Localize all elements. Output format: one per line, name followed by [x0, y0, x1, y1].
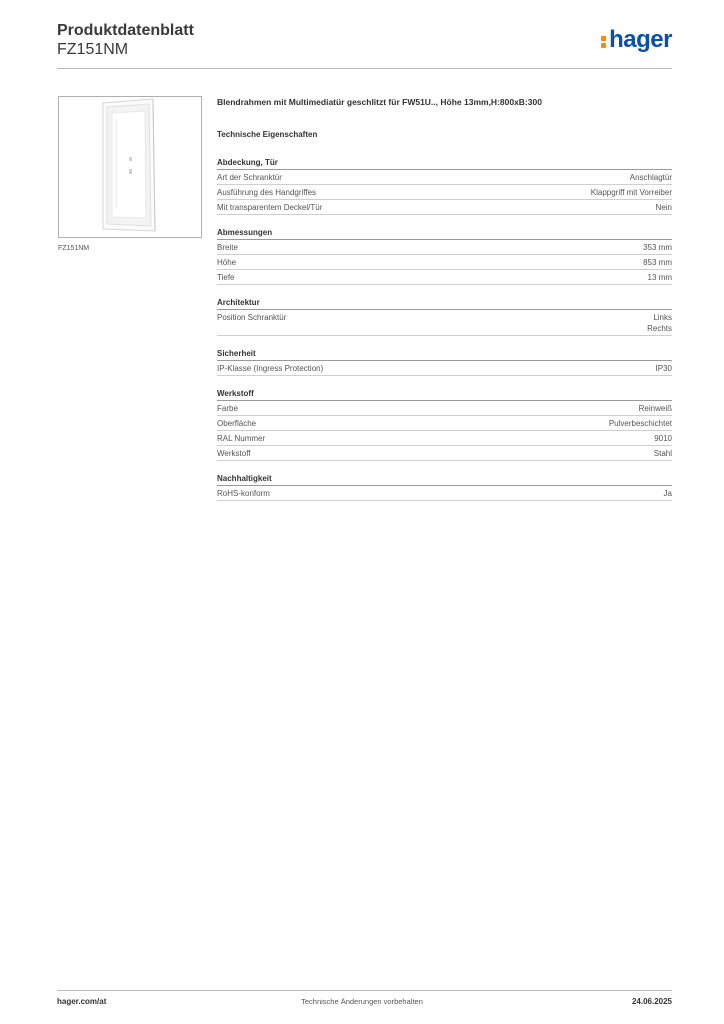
spec-value — [656, 363, 672, 374]
spec-value-line: Nein — [655, 203, 672, 212]
spec-value — [647, 312, 672, 334]
spec-row — [217, 416, 672, 431]
document-title: Produktdatenblatt — [57, 22, 194, 39]
spec-value — [648, 272, 672, 283]
spec-group-title: Abdeckung, Tür — [217, 156, 672, 170]
hager-logo[interactable] — [601, 28, 672, 52]
spec-label: RoHS-konform — [217, 489, 270, 498]
spec-value-line: 13 mm — [647, 273, 672, 282]
spec-value-line: IP30 — [655, 364, 672, 373]
spec-group-title: Abmessungen — [217, 226, 672, 240]
product-code: FZ151NM — [57, 41, 129, 58]
cabinet-door-icon — [59, 97, 201, 237]
spec-row — [217, 401, 672, 416]
spec-value — [591, 187, 672, 198]
spec-row — [217, 170, 672, 185]
spec-value — [654, 433, 672, 444]
spec-label: Farbe — [217, 404, 238, 413]
spec-row — [217, 310, 672, 336]
spec-value-line: Reinweiß — [638, 404, 672, 413]
logo-dots-icon — [601, 29, 608, 49]
spec-row — [217, 270, 672, 285]
spec-value — [664, 488, 672, 499]
spec-value — [639, 403, 672, 414]
product-image — [58, 96, 202, 238]
spec-value — [654, 448, 672, 459]
spec-label: RAL Nummer — [217, 434, 266, 443]
spec-value-line: Rechts — [647, 324, 672, 333]
tech-properties-heading: Technische Eigenschaften — [217, 130, 318, 139]
spec-row — [217, 255, 672, 270]
spec-group — [217, 296, 672, 336]
spec-value — [630, 172, 672, 183]
spec-group — [217, 387, 672, 461]
spec-value-line: 353 mm — [643, 243, 672, 252]
spec-group-title: Werkstoff — [217, 387, 672, 401]
spec-value-line: Stahl — [653, 449, 672, 458]
spec-row — [217, 200, 672, 215]
spec-group-title: Architektur — [217, 296, 672, 310]
spec-label: Art der Schranktür — [217, 173, 282, 182]
spec-row — [217, 486, 672, 501]
spec-value-line: Klappgriff mit Vorreiber — [590, 188, 672, 197]
spec-label: Mit transparentem Deckel/Tür — [217, 203, 323, 212]
spec-value-line: 9010 — [654, 434, 672, 443]
spec-value-line: Links — [653, 313, 672, 322]
spec-value-line: Pulverbeschichtet — [608, 419, 672, 428]
spec-value-line: Ja — [663, 489, 672, 498]
spec-groups — [217, 156, 672, 501]
spec-row — [217, 446, 672, 461]
spec-group — [217, 226, 672, 285]
spec-value — [656, 202, 672, 213]
footer-divider — [57, 990, 672, 991]
spec-value-line: 853 mm — [643, 258, 672, 267]
spec-row — [217, 361, 672, 376]
spec-label: Höhe — [217, 258, 237, 267]
spec-group — [217, 156, 672, 215]
header-divider — [57, 68, 672, 69]
spec-group-title: Sicherheit — [217, 347, 672, 361]
footer-notice: Technische Änderungen vorbehalten — [301, 997, 423, 1006]
spec-value — [609, 418, 672, 429]
spec-label: Oberfläche — [217, 419, 257, 428]
spec-value — [643, 242, 672, 253]
spec-value — [643, 257, 672, 268]
spec-group — [217, 472, 672, 501]
page-header — [57, 22, 672, 68]
spec-row — [217, 431, 672, 446]
spec-label: Tiefe — [217, 273, 235, 282]
spec-label: IP-Klasse (Ingress Protection) — [217, 364, 324, 373]
product-description: Blendrahmen mit Multimediatür geschlitzt für FW51U.., Höhe 13mm,H:800xB:300 — [217, 97, 542, 107]
footer-date: 24.06.2025 — [631, 997, 672, 1006]
spec-group — [217, 347, 672, 376]
logo-text: hager — [609, 26, 672, 53]
image-caption: FZ151NM — [58, 245, 90, 252]
spec-group-title: Nachhaltigkeit — [217, 472, 672, 486]
spec-label: Breite — [217, 243, 238, 252]
spec-label: Ausführung des Handgriffes — [217, 188, 317, 197]
spec-row — [217, 185, 672, 200]
footer-website[interactable]: hager.com/at — [57, 997, 107, 1006]
spec-content — [217, 96, 672, 501]
spec-label: Werkstoff — [217, 449, 251, 458]
spec-value-line: Anschlagtür — [629, 173, 672, 182]
spec-row — [217, 240, 672, 255]
spec-label: Position Schranktür — [217, 313, 287, 322]
